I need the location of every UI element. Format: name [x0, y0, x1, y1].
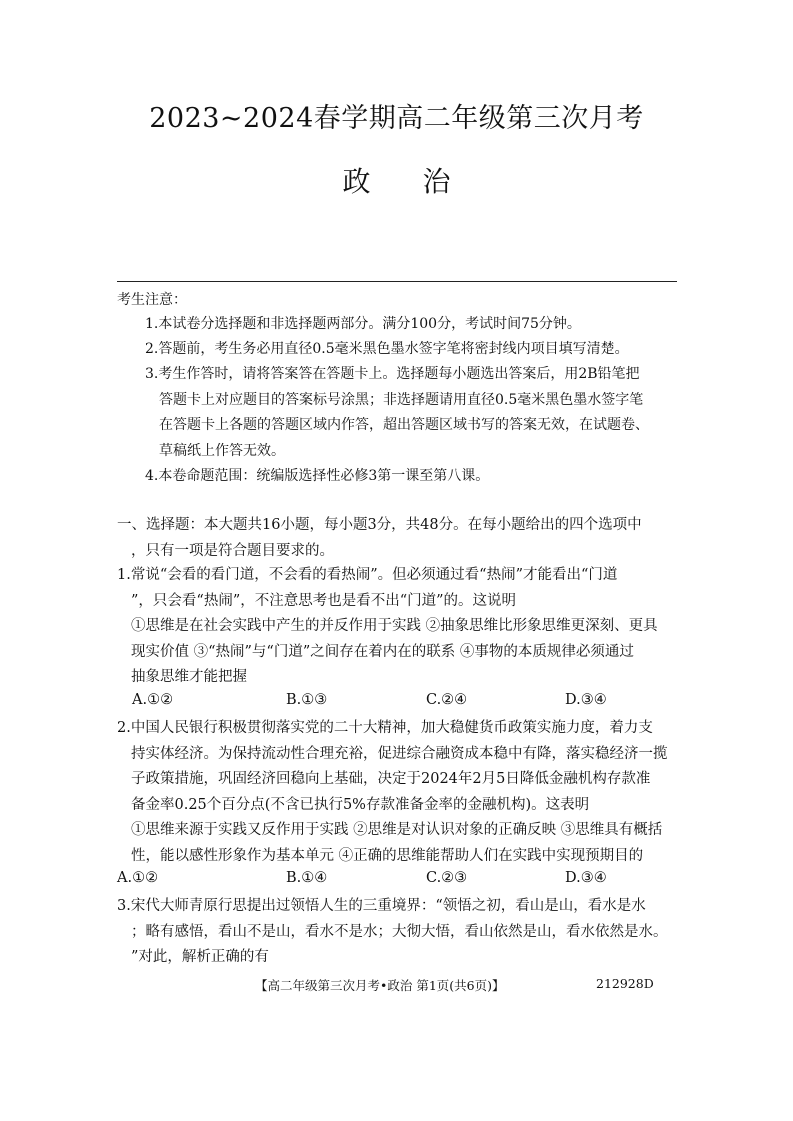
subject-char-right: 治 [422, 165, 451, 198]
notice-item-2: 2.答题前，考生务必用直径0.5毫米黑色墨水签字笔将密封线内项目填写清楚。 [145, 341, 629, 357]
question-1-statement: 现实价值 ③“热闹”与“门道”之间存在着内在的联系 ④事物的本质规律必须通过 [131, 643, 634, 660]
choice-c[interactable]: C.②③ [426, 870, 468, 886]
question-3 [117, 894, 685, 971]
header-divider [117, 281, 677, 282]
question-1-statement: ①思维是在社会实践中产生的并反作用于实践 ②抽象思维比形象思维更深刻、更具 [131, 618, 658, 634]
notice-heading: 考生注意： [117, 292, 187, 308]
question-2-stem: 2.中国人民银行积极贯彻落实党的二十大精神，加大稳健货币政策实施力度，着力支 [117, 720, 653, 736]
section-heading-line: 一、选择题：本大题共16小题，每小题3分，共48分。在每小题给出的四个选项中 [117, 517, 642, 533]
question-1-stem: 1.常说“会看的看门道，不会看的看热闹”。但必须通过看“热闹”才能看出“门道 [117, 567, 618, 583]
question-2-stem: 备金率0.25个百分点(不含已执行5%存款准备金率的金融机构)。这表明 [131, 796, 590, 813]
choice-a[interactable]: A.①② [117, 870, 159, 886]
choice-b[interactable]: B.①④ [286, 870, 328, 886]
notice-item-3 [145, 362, 680, 464]
notice-item-3-line: 在答题卡上各题的答题区域内作答，超出答题区域书写的答案无效，在试题卷、 [159, 417, 649, 433]
question-2-statement: ①思维来源于实践又反作用于实践 ②思维是对认识对象的正确反映 ③思维具有概括 [131, 822, 663, 838]
choice-d[interactable]: D.③④ [565, 870, 607, 886]
question-2-stem: 子政策措施，巩固经济回稳向上基础，决定于2024年2月5日降低金融机构存款准 [131, 771, 651, 787]
notice-item-3-line: 3.考生作答时，请将答案答在答题卡上。选择题每小题选出答案后，用2B铅笔把 [145, 366, 640, 382]
question-2-choices [117, 870, 687, 894]
question-2 [117, 716, 685, 869]
question-2-stem: 持实体经济。为保持流动性合理充裕，促进综合融资成本稳中有降，落实稳经济一揽 [131, 745, 668, 762]
footer-code: 212928D [596, 976, 654, 991]
question-1-choices [117, 692, 687, 716]
question-3-stem: ”对此，解析正确的有 [131, 949, 269, 965]
notice-item-3-line: 草稿纸上作答无效。 [159, 442, 285, 459]
choice-d[interactable]: D.③④ [565, 692, 607, 708]
section-heading [117, 513, 682, 564]
choice-c[interactable]: C.②④ [426, 692, 468, 708]
question-2-statement: 性，能以感性形象作为基本单元 ④正确的思维能帮助人们在实践中实现预期目的 [131, 847, 644, 864]
subject-title [0, 160, 793, 200]
subject-char-left: 政 [342, 165, 371, 198]
choice-a[interactable]: A.①② [132, 692, 174, 708]
question-1-stem: ”，只会看“热闹”，不注意思考也是看不出“门道”的。这说明 [131, 592, 517, 609]
exam-title: 2023~2024春学期高二年级第三次月考 [149, 103, 644, 134]
notice-item-3-line: 答题卡上对应题目的答案标号涂黑；非选择题请用直径0.5毫米黑色墨水签字笔 [159, 391, 644, 408]
footer-page-info: 【高二年级第三次月考•政治 第1页(共6页)】 [255, 978, 505, 993]
question-1-statement: 抽象思维才能把握 [131, 669, 247, 685]
section-heading-line: ，只有一项是符合题目要求的。 [131, 542, 334, 559]
question-3-stem: 3.宋代大师青原行思提出过领悟人生的三重境界：“领悟之初，看山是山，看水是水 [117, 898, 646, 914]
question-3-stem: ；略有感悟，看山不是山，看水不是水；大彻大悟，看山依然是山，看水依然是水。 [131, 923, 668, 940]
notice-item-4: 4.本卷命题范围：统编版选择性必修3第一课至第八课。 [145, 468, 490, 484]
question-1 [117, 563, 685, 691]
notice-item-1: 1.本试卷分选择题和非选择题两部分。满分100分，考试时间75分钟。 [145, 316, 581, 332]
choice-b[interactable]: B.①③ [286, 692, 328, 708]
